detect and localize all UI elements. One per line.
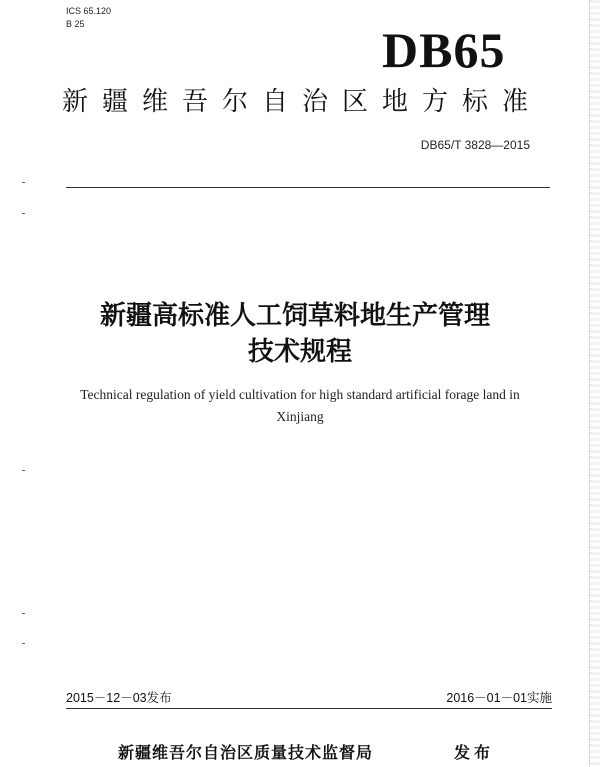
- english-title: [40, 384, 560, 428]
- chinese-title-line-1: 新疆高标准人工饲草料地生产管理: [99, 301, 490, 331]
- ics-code: ICS 65.120: [66, 6, 112, 16]
- scan-speck: [22, 643, 25, 644]
- scan-speck: [22, 470, 25, 471]
- implementation-date: 2016－01－01实施: [446, 691, 552, 705]
- issuing-authority: 新疆维吾尔自治区质量技术监督局: [118, 743, 374, 762]
- scan-speck: [22, 182, 25, 183]
- scan-speck: [22, 613, 25, 614]
- chinese-title: [0, 298, 600, 370]
- issue-date: 2015－12－03发布: [66, 691, 172, 705]
- header-divider: [66, 187, 550, 188]
- ccs-code: B 25: [66, 19, 85, 29]
- date-row: [66, 688, 552, 706]
- footer-divider: [66, 708, 552, 709]
- db-logo: DB65: [382, 22, 506, 78]
- scan-speck: [22, 213, 25, 214]
- english-title-line-1: Technical regulation of yield cultivation for high standard artificial forage land in: [80, 387, 520, 402]
- scan-edge: [589, 0, 600, 767]
- standard-type-heading: 新疆维吾尔自治区地方标准: [62, 87, 543, 117]
- chinese-title-line-2: 技术规程: [247, 337, 352, 367]
- issue-label: 发布: [454, 743, 495, 762]
- english-title-line-2: Xinjiang: [276, 409, 324, 424]
- classification-codes: [66, 5, 111, 31]
- standard-code: DB65/T 3828—2015: [420, 138, 530, 152]
